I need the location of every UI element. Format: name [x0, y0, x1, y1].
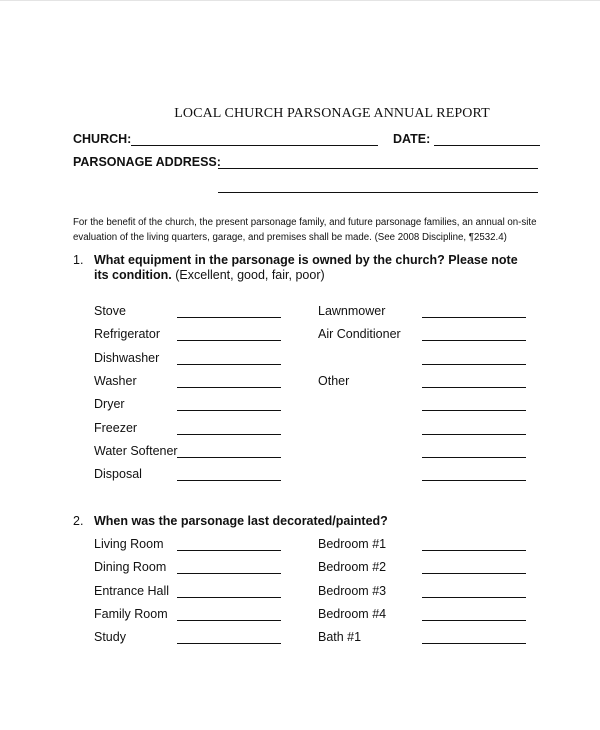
q1-right-label: Other: [318, 373, 350, 388]
page-top-border: [0, 0, 600, 1]
q1-left-answer-line[interactable]: [177, 364, 281, 365]
q1-left-answer-line[interactable]: [177, 317, 281, 318]
q1-left-answer-line[interactable]: [177, 480, 281, 481]
q1-right-answer-line[interactable]: [422, 317, 526, 318]
q1-left-label: Dryer: [94, 397, 125, 412]
q2-left-label: Study: [94, 630, 126, 645]
q2-left-answer-line[interactable]: [177, 643, 281, 644]
q2-right-label: Bedroom #1: [318, 537, 387, 551]
question-2-text: When was the parsonage last decorated/painted?: [94, 514, 388, 528]
q1-left-label: Disposal: [94, 467, 142, 482]
report-title: LOCAL CHURCH PARSONAGE ANNUAL REPORT: [174, 106, 490, 121]
q1-right-answer-line[interactable]: [422, 340, 526, 341]
q1-right-answer-line[interactable]: [422, 410, 526, 411]
church-label: CHURCH:: [73, 132, 132, 146]
q1-right-label: Air Conditioner: [318, 327, 401, 342]
q2-left-label: Dining Room: [94, 560, 167, 575]
q2-right-label: Bedroom #4: [318, 606, 387, 621]
q2-left-label: Entrance Hall: [94, 583, 170, 598]
parsonage-address-label: PARSONAGE ADDRESS:: [73, 155, 221, 169]
q2-right-answer-line[interactable]: [422, 597, 526, 598]
q2-right-answer-line[interactable]: [422, 550, 526, 551]
q1-left-answer-line[interactable]: [177, 457, 281, 458]
parsonage-address-field-line2[interactable]: [218, 192, 538, 193]
q2-right-label: Bedroom #2: [318, 560, 387, 575]
q1-right-answer-line[interactable]: [422, 364, 526, 365]
q1-left-answer-line[interactable]: [177, 434, 281, 435]
q2-left-answer-line[interactable]: [177, 597, 281, 598]
q1-right-answer-line[interactable]: [422, 457, 526, 458]
q1-left-label: Stove: [94, 304, 126, 318]
intro-line-2: evaluation of the living quarters, garage, and premises shall be made. (See 2008 Discipline, ¶2532.4): [73, 232, 507, 243]
q1-left-label: Freezer: [94, 420, 138, 435]
q1-left-label: Dishwasher: [94, 350, 160, 365]
q2-left-label: Family Room: [94, 606, 168, 621]
q1-left-answer-line[interactable]: [177, 410, 281, 411]
q2-right-answer-line[interactable]: [422, 643, 526, 644]
date-field[interactable]: [434, 145, 540, 146]
parsonage-address-field-line1[interactable]: [218, 168, 538, 169]
q2-left-answer-line[interactable]: [177, 620, 281, 621]
question-2-number: 2.: [73, 514, 84, 528]
intro-line-1: For the benefit of the church, the present parsonage family, and future parsonage families, an annual on-site: [73, 217, 537, 228]
church-field[interactable]: [131, 145, 378, 146]
q1-left-label: Washer: [94, 373, 137, 388]
date-label: DATE:: [393, 132, 431, 146]
q1-left-answer-line[interactable]: [177, 340, 281, 341]
q2-right-answer-line[interactable]: [422, 620, 526, 621]
q2-left-answer-line[interactable]: [177, 573, 281, 574]
q1-left-answer-line[interactable]: [177, 387, 281, 388]
q1-right-answer-line[interactable]: [422, 480, 526, 481]
q1-right-answer-line[interactable]: [422, 434, 526, 435]
question-1-bold: What equipment in the parsonage is owned by the church? Please note its condition.: [94, 253, 518, 282]
q2-left-label: Living Room: [94, 537, 164, 551]
question-1-number: 1.: [73, 253, 84, 267]
q1-left-label: Refrigerator: [94, 327, 160, 342]
q1-right-label: Lawnmower: [318, 304, 386, 318]
q2-right-label: Bedroom #3: [318, 583, 387, 598]
q2-right-answer-line[interactable]: [422, 573, 526, 574]
question-1-text: [94, 253, 534, 283]
q1-left-label: Water Softener: [94, 443, 178, 458]
q2-right-label: Bath #1: [318, 630, 362, 645]
intro-paragraph: [73, 215, 543, 245]
q1-right-answer-line[interactable]: [422, 387, 526, 388]
question-1-note: (Excellent, good, fair, poor): [171, 268, 325, 282]
q2-left-answer-line[interactable]: [177, 550, 281, 551]
